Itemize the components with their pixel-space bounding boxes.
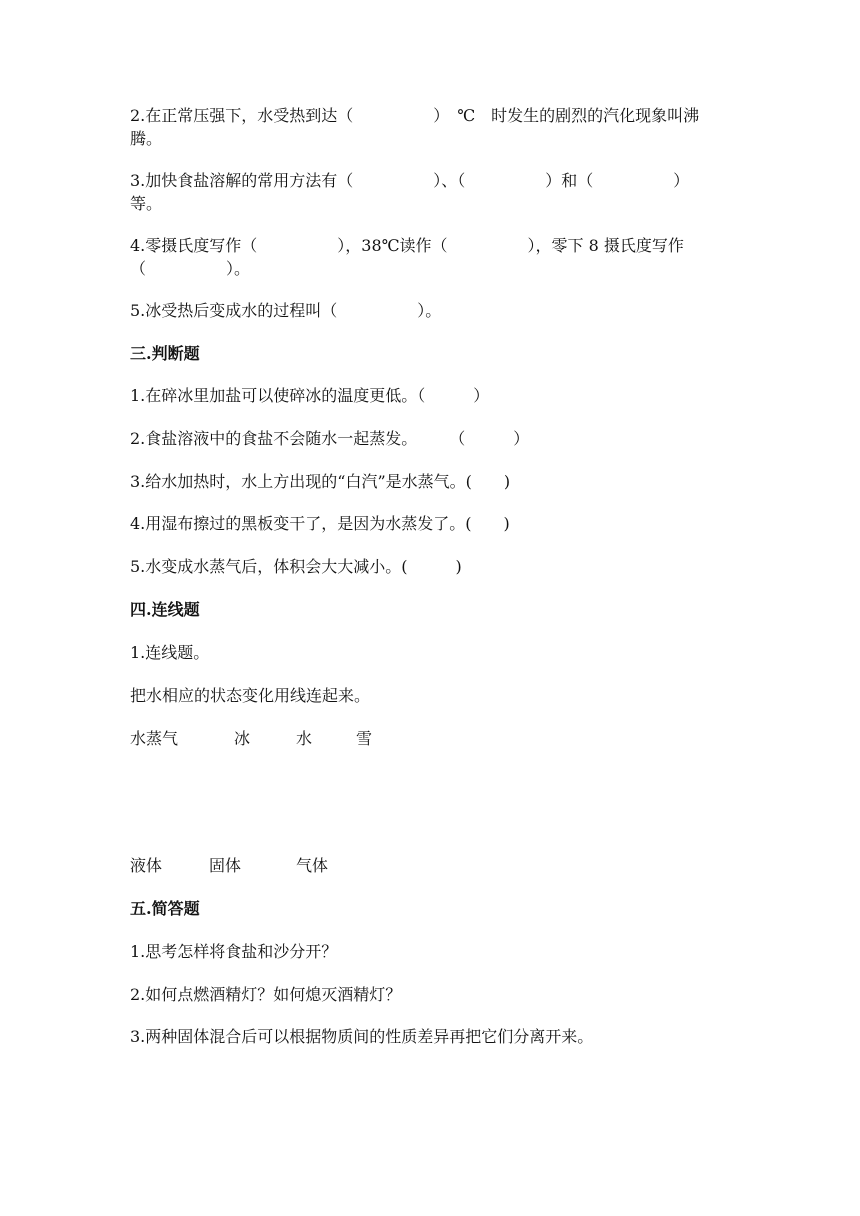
match-top-word: 雪 (356, 729, 373, 748)
judge-question-2: 2.食盐溶液中的食盐不会随水一起蒸发。 （ ） (130, 429, 530, 448)
judge-question-1: 1.在碎冰里加盐可以使碎冰的温度更低。（ ） (130, 386, 490, 405)
short-answer-question-2: 2.如何点燃酒精灯？如何熄灭酒精灯？ (130, 985, 402, 1004)
matching-question-1: 1.连线题。 (130, 643, 210, 662)
short-answer-question-3: 3.两种固体混合后可以根据物质间的性质差异再把它们分离开来。 (130, 1027, 594, 1046)
judge-question-5: 5.水变成水蒸气后，体积会大大减小。( ) (130, 557, 462, 576)
question-2-line-1: 2.在正常压强下，水受热到达（ ） ℃ 时发生的剧烈的汽化现象叫沸 (130, 106, 700, 125)
short-answer-question-1: 1.思考怎样将食盐和沙分开？ (130, 942, 338, 961)
match-bottom-word: 液体 (130, 856, 163, 875)
match-top-word: 冰 (234, 729, 251, 748)
question-2-line-2: 腾。 (130, 129, 163, 148)
section-5-heading: 五.简答题 (130, 899, 200, 918)
question-4-line-2: （ ）。 (130, 259, 251, 278)
section-4-heading: 四.连线题 (130, 600, 200, 619)
section-3-heading: 三.判断题 (130, 344, 200, 363)
question-3-line-2: 等。 (130, 194, 163, 213)
question-5: 5.冰受热后变成水的过程叫（ ）。 (130, 301, 442, 320)
judge-question-3: 3.给水加热时，水上方出现的“白汽”是水蒸气。( ) (130, 472, 511, 491)
matching-instruction: 把水相应的状态变化用线连起来。 (130, 686, 371, 705)
match-top-word: 水蒸气 (130, 729, 179, 748)
match-bottom-word: 固体 (209, 856, 242, 875)
question-3-line-1: 3.加快食盐溶解的常用方法有（ ）、（ ）和（ ） (130, 171, 690, 190)
question-4-line-1: 4.零摄氏度写作（ ），38℃读作（ ），零下 8 摄氏度写作 (130, 236, 684, 255)
judge-question-4: 4.用湿布擦过的黑板变干了，是因为水蒸发了。( ) (130, 514, 510, 533)
match-top-word: 水 (296, 729, 313, 748)
match-bottom-word: 气体 (296, 856, 329, 875)
